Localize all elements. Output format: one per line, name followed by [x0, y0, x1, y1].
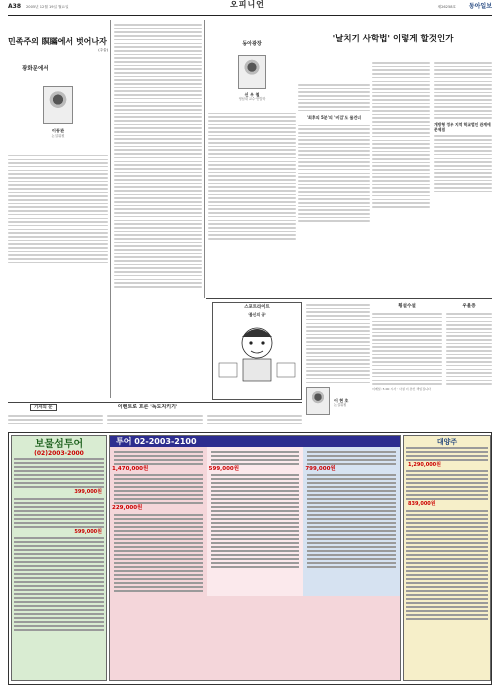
- center-ad-price4: 229,000원: [112, 505, 143, 512]
- right-ad[interactable]: [403, 435, 491, 681]
- left-author-title: 논설위원: [51, 133, 65, 138]
- mid-author-title: 논설위원: [334, 403, 347, 408]
- left-author-name: 이동관: [51, 128, 65, 134]
- left-ad-brand: 보물섬투어: [34, 439, 84, 450]
- bottom-kicker: 기자의 눈: [30, 404, 57, 411]
- left-kicker: 광화문에서: [22, 66, 49, 73]
- left-headline: 민족주의 瞑瞞에서 벗어나자: [8, 36, 107, 46]
- bottom-headline: 이벤트로 흐른 '독도지키기': [117, 404, 178, 410]
- center-author-photo: [238, 55, 266, 89]
- center-ad-price3: 1,470,000원: [112, 466, 149, 473]
- right-sub-head: 개방형 정우 지역 학교법인 관계에 문제점: [434, 122, 491, 133]
- mid-author-block: [306, 398, 370, 420]
- left-ad-price2: 599,000원: [74, 528, 102, 535]
- left-ad-phone: (02)2003-2000: [34, 450, 84, 458]
- mid-right-footer: 이메일: 5:00 시사ㆍ사설 이 본인 책임집니다: [372, 386, 431, 391]
- left-ad[interactable]: [11, 435, 107, 681]
- issue-date: 2005년 12월 19일 월요일: [26, 5, 69, 9]
- cartoon-caption: '불신의 공': [247, 312, 267, 318]
- center-box-head: '최후의 5분'의 '비겁'도 물건너: [306, 115, 362, 121]
- page-header: [8, 2, 492, 16]
- left-column: [8, 20, 108, 400]
- mid-author-name: 이 현 호: [334, 398, 349, 403]
- travel-ad-area: [8, 432, 492, 685]
- cartoon-box: [212, 302, 302, 400]
- issue-number: 제26258호: [437, 5, 456, 9]
- cartoon-illustration: [213, 317, 301, 387]
- section-title: 오피니언: [230, 0, 265, 9]
- right-ad-brand: 대양주: [436, 438, 458, 446]
- far-right-kicker: 우울증: [462, 304, 476, 309]
- right-ad-price7: 1,290,000원: [408, 462, 441, 469]
- right-body: [372, 60, 492, 300]
- left-body-col2: [114, 22, 202, 402]
- author-photo: [43, 86, 73, 124]
- center-column: [208, 20, 296, 300]
- center-ad-price5: 599,000원: [208, 466, 240, 473]
- left-ad-price1: 399,000원: [74, 489, 102, 496]
- center-author-title: 영남대 교수·헌법학: [238, 97, 266, 102]
- paper-logo: 동아일보: [468, 3, 492, 10]
- far-right-column: [446, 302, 492, 430]
- left-sub: (주술): [98, 48, 108, 52]
- bottom-strip: [8, 404, 302, 430]
- center-kicker: 동아광장: [242, 41, 262, 47]
- mid-right-column: [372, 302, 442, 430]
- page-number: A38: [8, 3, 21, 10]
- center-ad-price6: 799,000원: [305, 466, 336, 473]
- right-headline: '날치기 사학법' 이렇게 할것인가: [332, 34, 454, 44]
- right-ad-price8: 839,000원: [408, 501, 436, 508]
- center-author-name: 신 우 철: [244, 92, 260, 98]
- mid-right-kicker: 횡설수설: [398, 304, 416, 309]
- center-ad[interactable]: [109, 435, 401, 681]
- center-ad-brand: 투어 02-2003-2100: [110, 436, 400, 447]
- left-body: [8, 155, 108, 264]
- cartoon-kicker: 스포트라이트: [244, 305, 270, 310]
